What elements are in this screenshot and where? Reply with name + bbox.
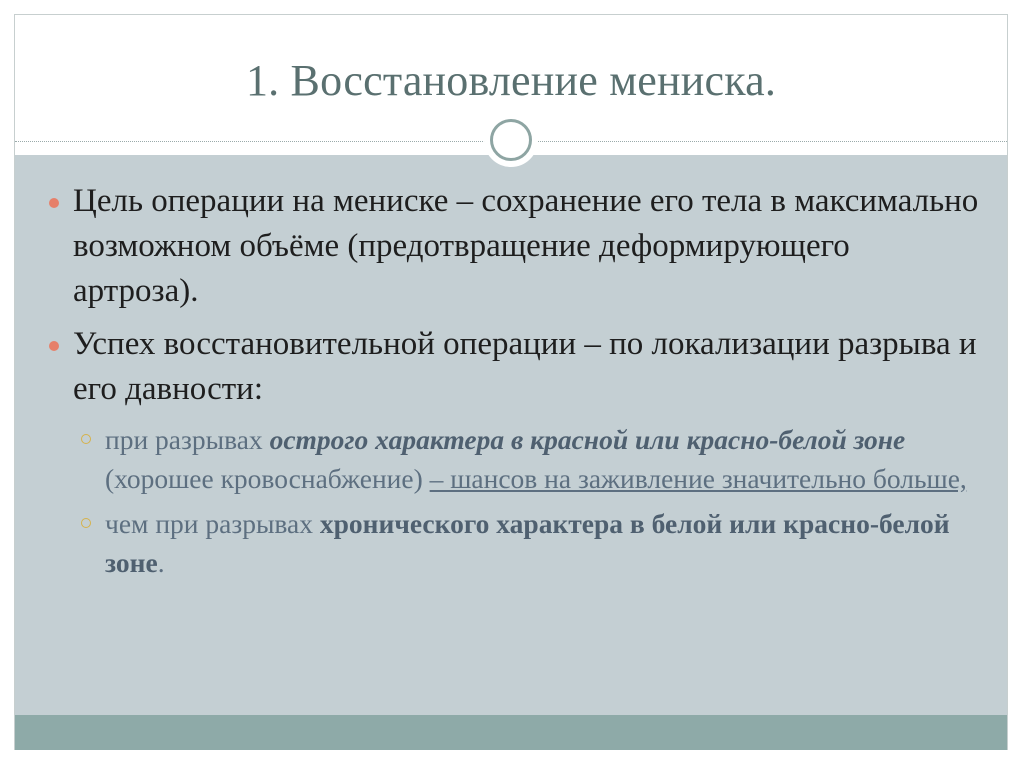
bullet-item (15, 179, 1007, 314)
bullet-text: Успех восстановительной операции – по локализации разрыва и его давности: (73, 326, 977, 407)
subbullet-text-underlined: – шансов на заживление значительно больше, (429, 463, 967, 494)
slide (14, 14, 1008, 750)
bullet-list (15, 179, 1007, 588)
ring-inner (490, 119, 532, 161)
subbullet-ring-icon (81, 518, 91, 528)
bullet-item (15, 322, 1007, 412)
subbullet-ring-icon (81, 434, 91, 444)
subbullet-text-plain: (хорошее кровоснабжение) (105, 463, 430, 494)
slide-title: 1. Восстановление мениска. (245, 56, 777, 105)
subbullet-text-emphasis: острого характера в красной или красно-белой зоне (269, 424, 906, 455)
subbullet-text-plain: . (157, 547, 165, 578)
ring-ornament-icon (484, 113, 538, 167)
subbullet-text-plain: при разрывах (105, 424, 270, 455)
subbullet-item (15, 504, 1007, 582)
bullet-dot-icon (49, 198, 59, 208)
subbullet-text-bold: хронического характера в белой или красно-белой зоне (105, 508, 950, 578)
subbullet-item (15, 420, 1007, 498)
footer-bar (15, 715, 1007, 750)
bullet-text: Цель операции на мениске – сохранение его тела в максимально возможном объёме (предотвращение деформирующего артроза). (73, 183, 979, 309)
bullet-dot-icon (49, 341, 59, 351)
subbullet-text-plain: чем при разрывах (105, 508, 320, 539)
